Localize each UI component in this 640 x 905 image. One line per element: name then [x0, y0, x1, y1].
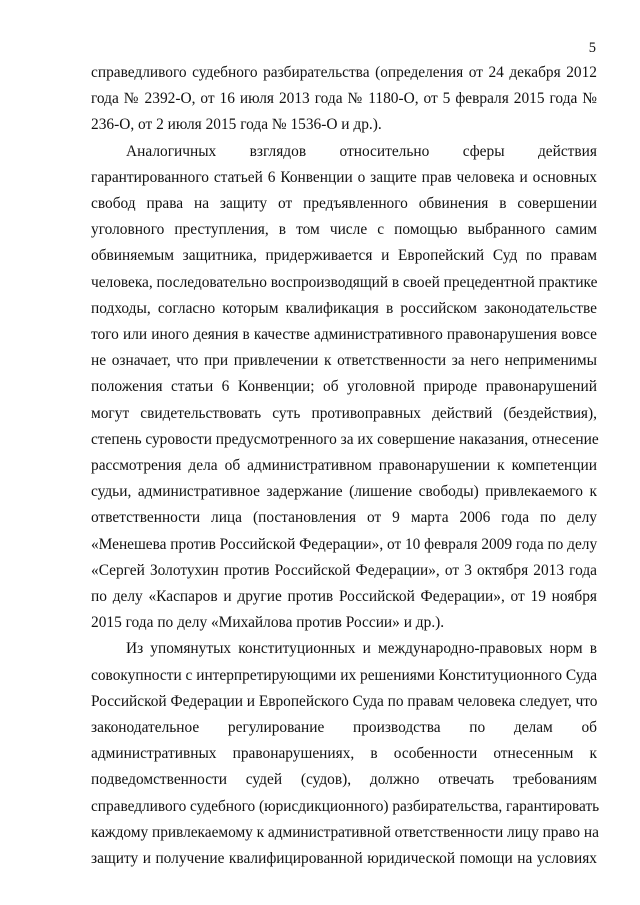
text-line: не означает, что при привлечении к ответственности за него неприменимы — [91, 352, 597, 370]
text-line: подходы, согласно которым квалификация в российском законодательстве — [91, 299, 597, 317]
text-line: года № 2392-О, от 16 июля 2013 года № 1180-О, от 5 февраля 2015 года № — [91, 90, 597, 108]
text-line: каждому привлекаемому к административной ответственности лицу право на — [91, 823, 599, 841]
text-line: рассмотрения дела об административном правонарушении к компетенции — [91, 457, 597, 475]
text-line: судьи, административное задержание (лишение свободы) привлекаемого к — [91, 483, 597, 501]
text-line: положения статьи 6 Конвенции; об уголовной природе правонарушений — [91, 378, 597, 396]
text-line: защиту и получение квалифицированной юридической помощи на условиях — [91, 850, 597, 868]
text-line: степень суровости предусмотренного за их совершение наказания, отнесение — [91, 430, 599, 448]
text-line: гарантированного статьей 6 Конвенции о защите прав человека и основных — [91, 168, 597, 186]
text-line: административных правонарушениях, в особенности отнесенным к — [91, 745, 597, 763]
text-line: обвиняемым защитника, придерживается и Европейский Суд по правам — [91, 247, 597, 265]
text-line: законодательное регулирование производства по делам об — [91, 719, 597, 737]
text-line: справедливого судебного разбирательства (определения от 24 декабря 2012 — [91, 64, 597, 81]
text-line: ответственности лица (постановления от 9 марта 2006 года по делу — [91, 509, 597, 527]
text-line: Из упомянутых конституционных и международно-правовых норм в — [126, 640, 597, 658]
text-line: уголовного преступления, в том числе с помощью выбранного самим — [91, 221, 597, 239]
text-line: Аналогичных взглядов относительно сферы действия — [126, 142, 597, 160]
text-line: могут свидетельствовать суть противоправных действий (бездействия), — [91, 404, 597, 422]
document-body — [91, 60, 600, 872]
text-line: подведомственности судей (судов), должно отвечать требованиям — [91, 771, 597, 789]
text-line: 2015 года по делу «Михайлова против России» и др.). — [91, 614, 445, 632]
text-line: по делу «Каспаров и другие против Российской Федерации», от 19 ноября — [91, 588, 597, 606]
text-line: «Сергей Золотухин против Российской Федерации», от 3 октября 2013 года — [91, 561, 597, 579]
text-line: справедливого судебного (юрисдикционного) разбирательства, гарантировать — [91, 797, 600, 815]
paragraph-2 — [91, 139, 597, 637]
text-line: 236-О, от 2 июля 2015 года № 1536-О и др.). — [91, 116, 382, 134]
text-line: свобод права на защиту от предъявленного обвинения в совершении — [91, 195, 597, 213]
paragraph-3 — [91, 636, 600, 872]
text-line: «Менешева против Российской Федерации», от 10 февраля 2009 года по делу — [91, 535, 598, 553]
text-line: человека, последовательно воспроизводящий в своей прецедентной практике — [91, 273, 598, 291]
text-line: того или иного деяния в качестве административного правонарушения вовсе — [91, 326, 597, 344]
text-line: совокупности с интерпретирующими их решениями Конституционного Суда — [91, 666, 598, 684]
text-line: Российской Федерации и Европейского Суда по правам человека следует, что — [91, 692, 598, 710]
paragraph-1 — [91, 60, 597, 139]
page-number: 5 — [588, 40, 596, 56]
